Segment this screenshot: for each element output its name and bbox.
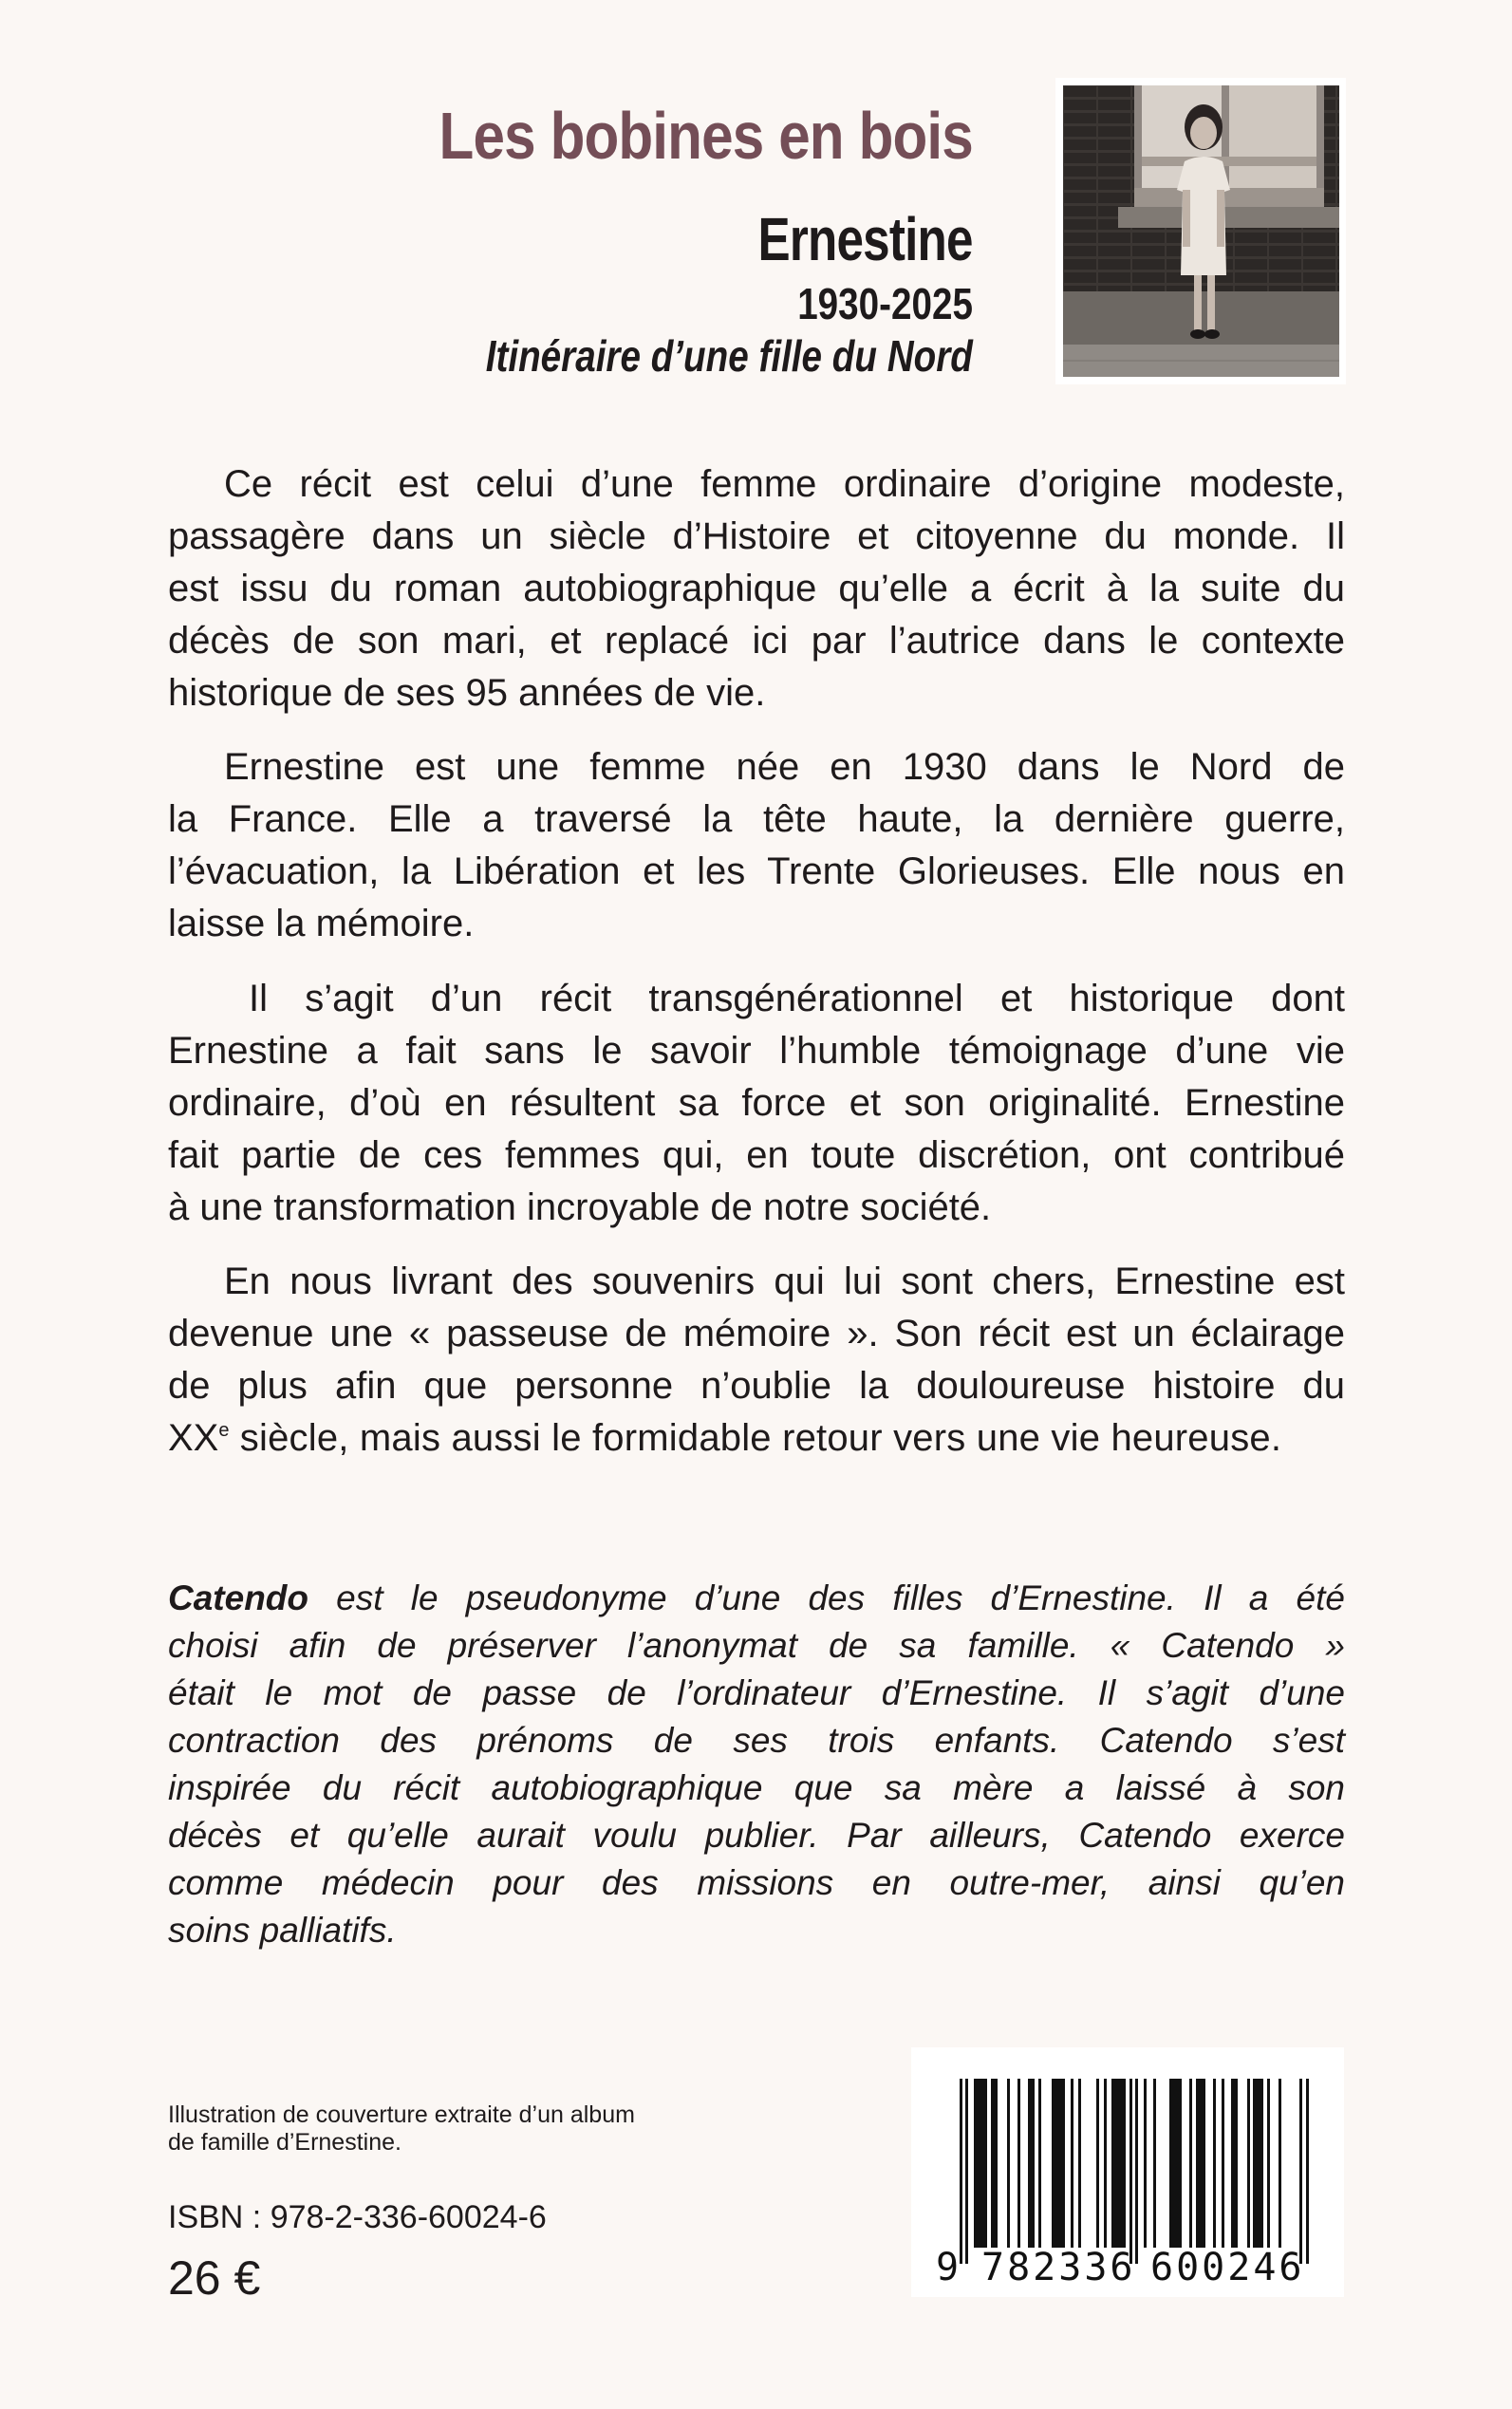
blurb-p2-line3: l’évacuation, la Libération et les Trente Glorieuses. Elle nous en [168, 850, 1345, 892]
blurb-p1-line1: Ce récit est celui d’une femme ordinaire d’origine modeste, [224, 463, 1345, 505]
century-numeral: XX [168, 1417, 219, 1459]
blurb-p2-line2: la France. Elle a traversé la tête haute, la dernière guerre, [168, 798, 1345, 840]
blurb-p1-line4: décès de son mari, et replacé ici par l’autrice dans le contexte [168, 620, 1345, 662]
barcode-right-digits: 600246 [1150, 2246, 1305, 2289]
bio-line6: décès et qu’elle aurait voulu publier. Par ailleurs, Catendo exerce [168, 1816, 1345, 1855]
credit-line1: Illustration de couverture extraite d’un album [168, 2101, 635, 2128]
blurb-p4-line4 [168, 1417, 1345, 1459]
bio-line3: était le mot de passe de l’ordinateur d’Ernestine. Il s’agit d’une [168, 1673, 1345, 1712]
cover-photo-frame [1055, 78, 1346, 384]
book-subtitle: Itinéraire d’une fille du Nord [485, 331, 973, 381]
cover-photo [1063, 85, 1339, 377]
price: 26 € [168, 2251, 261, 2305]
life-dates: 1930-2025 [797, 279, 973, 328]
blurb-p1-line5: historique de ses 95 années de vie. [168, 672, 766, 714]
blurb-p3-line5: à une transformation incroyable de notre société. [168, 1186, 992, 1228]
blurb-p2-line4: laisse la mémoire. [168, 903, 475, 944]
book-title: Les bobines en bois [439, 99, 973, 173]
blurb-p3-line2: Ernestine a fait sans le savoir l’humble témoignage d’une vie [168, 1030, 1345, 1072]
blurb-p1-line2: passagère dans un siècle d’Histoire et citoyenne du monde. Il [168, 515, 1345, 557]
blurb-p3-line3: ordinaire, d’où en résultent sa force et son originalité. Ernestine [168, 1082, 1345, 1124]
barcode-left-digits: 782336 [981, 2246, 1136, 2289]
blurb-p1-line3: est issu du roman autobiographique qu’elle a écrit à la suite du [168, 568, 1345, 609]
isbn: ISBN : 978-2-336-60024-6 [168, 2199, 547, 2235]
blurb-p4-line1: En nous livrant des souvenirs qui lui sont chers, Ernestine est [224, 1261, 1345, 1302]
barcode [911, 2047, 1344, 2297]
credit-line2: de famille d’Ernestine. [168, 2129, 401, 2156]
barcode-lead-digit: 9 [936, 2246, 960, 2289]
cover-illustration-credit [168, 2101, 635, 2157]
bio-line5: inspirée du récit autobiographique que sa mère a laissé à son [168, 1768, 1345, 1807]
blurb-p3-line4: fait partie de ces femmes qui, en toute discrétion, ont contribué [168, 1134, 1345, 1176]
century-rest: siècle, mais aussi le formidable retour vers une vie heureuse. [229, 1417, 1282, 1459]
bio-line1 [168, 1578, 1345, 1619]
blurb-p3-line1: Il s’agit d’un récit transgénérationnel et historique dont [249, 978, 1345, 1019]
pseudonym: Catendo [168, 1578, 308, 1617]
bio-line1-text: est le pseudonyme d’une des filles d’Ernestine. Il a été [308, 1578, 1345, 1617]
bio-line8: soins palliatifs. [168, 1911, 397, 1950]
blurb-p4-line3: de plus afin que personne n’oublie la douloureuse histoire du [168, 1365, 1345, 1407]
subject-name: Ernestine [757, 205, 973, 273]
blurb-p4-line2: devenue une « passeuse de mémoire ». Son récit est un éclairage [168, 1313, 1345, 1354]
blurb-p2-line1: Ernestine est une femme née en 1930 dans le Nord de [224, 746, 1345, 788]
bio-line4: contraction des prénoms de ses trois enfants. Catendo s’est [168, 1721, 1345, 1760]
bio-line2: choisi afin de préserver l’anonymat de sa famille. « Catendo » [168, 1626, 1345, 1665]
century-superscript: e [218, 1420, 230, 1441]
bio-line7: comme médecin pour des missions en outre-mer, ainsi qu’en [168, 1863, 1345, 1902]
